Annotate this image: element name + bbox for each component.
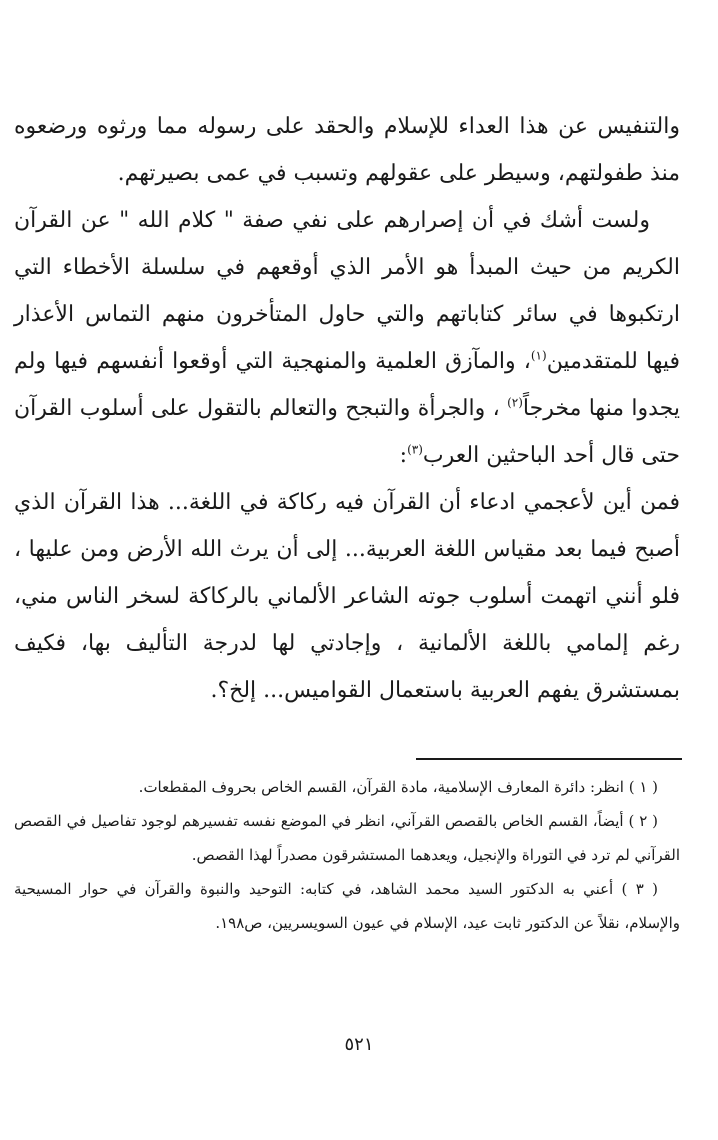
footnote-divider <box>416 758 682 760</box>
quote-paragraph: فمن أين لأعجمي ادعاء أن القرآن فيه ركاكة في اللغة... هذا القرآن الذي أصبح فيما بعد مقياس اللغة العربية... إلى أن يرث الله الأرض ومن عليها ، فلو أنني اتهمت أسلوب جوته الشاعر الألماني بالركاكة لسخر الناس مني، رغم إلمامي باللغة الألمانية ، وإجادتي لها لدرجة التأليف بها، فكيف بمستشرق يفهم العربية باستعمال القواميس... إلخ؟. <box>14 490 680 703</box>
footnote-2: ( ٢ ) أيضاً، القسم الخاص بالقصص القرآني، انظر في الموضع نفسه تفسيرهم لوجود تفاصيل في القصص القرآني لم ترد في التوراة والإنجيل، ويعدهما المستشرقون مصدراً لهذا القصص. <box>14 812 680 864</box>
footnote-ref-3: (٣) <box>407 442 423 457</box>
paragraph-2 <box>14 197 680 479</box>
paragraph-2-part-d: : <box>399 443 408 468</box>
body-text <box>14 103 680 714</box>
paragraph-2-part-a: ولست أشك في أن إصرارهم على نفي صفة " كلام الله " عن القرآن الكريم من حيث المبدأ هو الأمر الذي أوقعهم في سلسلة الأخطاء التي ارتكبوها في سائر كتاباتهم والتي حاول المتأخرون منهم التماس الأعذار فيها للمتقدمين <box>14 208 680 374</box>
footnote-1: ( ١ ) انظر: دائرة المعارف الإسلامية، مادة القرآن، القسم الخاص بحروف المقطعات. <box>138 778 658 796</box>
footnote-ref-2: (٢) <box>507 395 523 410</box>
footnotes <box>14 770 680 940</box>
footnote-ref-1: (١) <box>530 348 547 363</box>
paragraph-1: والتنفيس عن هذا العداء للإسلام والحقد على رسوله مما ورثوه ورضعوه منذ طفولتهم، وسيطر على عقولهم وتسبب في عمى بصيرتهم. <box>14 114 680 186</box>
paragraph-2-part-b: ، والمآزق العلمية والمنهجية التي أوقعوا أنفسهم فيها ولم يجدوا منها مخرجاً <box>14 349 680 421</box>
paragraph-2-part-c: ، والجرأة والتبجح والتعالم بالتقول على أسلوب القرآن حتى قال أحد الباحثين العرب <box>14 396 680 468</box>
footnote-3: ( ٣ ) أعني به الدكتور السيد محمد الشاهد، في كتابه: التوحيد والنبوة والقرآن في حوار المسيحية والإسلام، نقلاً عن الدكتور ثابت عيد، الإسلام في عيون السويسريين، ص١٩٨. <box>14 880 680 932</box>
page-number: ٥٢١ <box>344 1034 374 1055</box>
